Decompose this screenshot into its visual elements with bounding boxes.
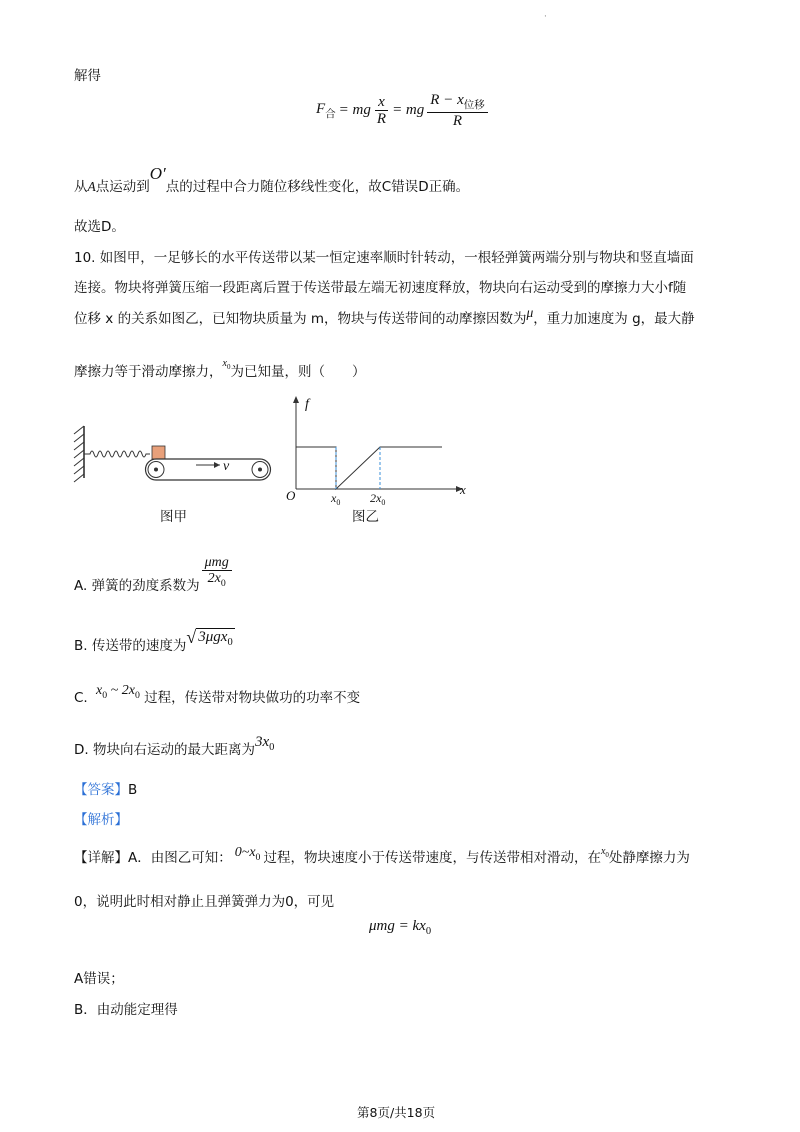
page-footer: 第8页/共18页 bbox=[357, 1105, 436, 1120]
axis-f-label: f bbox=[305, 397, 309, 412]
question-line-1: 10. 如图甲，一足够长的水平传送带以某一恒定速率顺时针转动，一根轻弹簧两端分别与物块和竖直墙面 bbox=[74, 250, 694, 266]
option-A[interactable]: A. 弹簧的劲度系数为 $\frac{\text{μmg}}{2x_0}$ bbox=[74, 555, 232, 590]
top-mark: · bbox=[544, 12, 547, 22]
question-line-2: 连接。物块将弹簧压缩一段距离后置于传送带最左端无初速度释放，物块向右运动受到的摩擦力大小f随 bbox=[74, 280, 687, 296]
jiede-label: 解得 bbox=[74, 68, 101, 84]
b-line: B．由动能定理得 bbox=[74, 1002, 178, 1018]
block bbox=[152, 446, 165, 459]
force-equation: $F_合$ = mg $\frac{x}{R}$ = mg $\frac{R - x_{位移}}{R}$ bbox=[316, 92, 488, 129]
question-line-3: 位移 x 的关系如图乙，已知物块质量为 m，物块与传送带间的动摩擦因数为μ，重力加速度为 g，最大静 bbox=[74, 305, 695, 327]
figure-yi-caption: 图乙 bbox=[352, 509, 379, 525]
detail-line-1: 【详解】A．由图乙可知： $0\sim x_0$ 过程，物块速度小于传送带速度，与传送带相对滑动，在$^{x_0}$处静摩擦力为 bbox=[74, 845, 690, 866]
figure-jia-caption: 图甲 bbox=[160, 509, 187, 525]
axis-x-label: x bbox=[460, 482, 466, 497]
answer-line: 【答案】B bbox=[74, 782, 138, 798]
tick-x0: $x_0$ bbox=[331, 491, 341, 507]
velocity-label: v bbox=[223, 459, 230, 474]
detail-line-2: 0，说明此时相对静止且弹簧弹力为0，可见 bbox=[74, 894, 335, 910]
friction-curve bbox=[296, 447, 442, 489]
choose-D: 故选D。 bbox=[74, 219, 125, 235]
option-D[interactable]: D. 物块向右运动的最大距离为$3x_0$ bbox=[74, 734, 275, 758]
figure-jia bbox=[70, 420, 280, 500]
motion-statement: 从A点运动到O′点的过程中合力随位移线性变化，故C错误D正确。 bbox=[74, 164, 470, 195]
equilibrium-equation: $\mu mg = kx_0$ bbox=[369, 918, 432, 937]
wall-hatch bbox=[74, 426, 84, 482]
question-line-4: 摩擦力等于滑动摩擦力，$^{x_0}$为已知量，则（ ） bbox=[74, 358, 366, 380]
origin-label: O bbox=[286, 488, 296, 503]
analysis-tag: 【解析】 bbox=[74, 812, 128, 828]
spring bbox=[84, 451, 150, 457]
option-B[interactable]: B. 传送带的速度为 √ 3μgx$_0$ bbox=[74, 627, 233, 654]
tick-2x0: $2x_0$ bbox=[370, 491, 386, 507]
a-wrong: A错误； bbox=[74, 971, 124, 987]
figure-yi bbox=[280, 392, 480, 510]
option-C[interactable]: C. $x_0$ ~ $2x_0$ 过程，传送带对物块做功的功率不变 bbox=[74, 683, 361, 706]
